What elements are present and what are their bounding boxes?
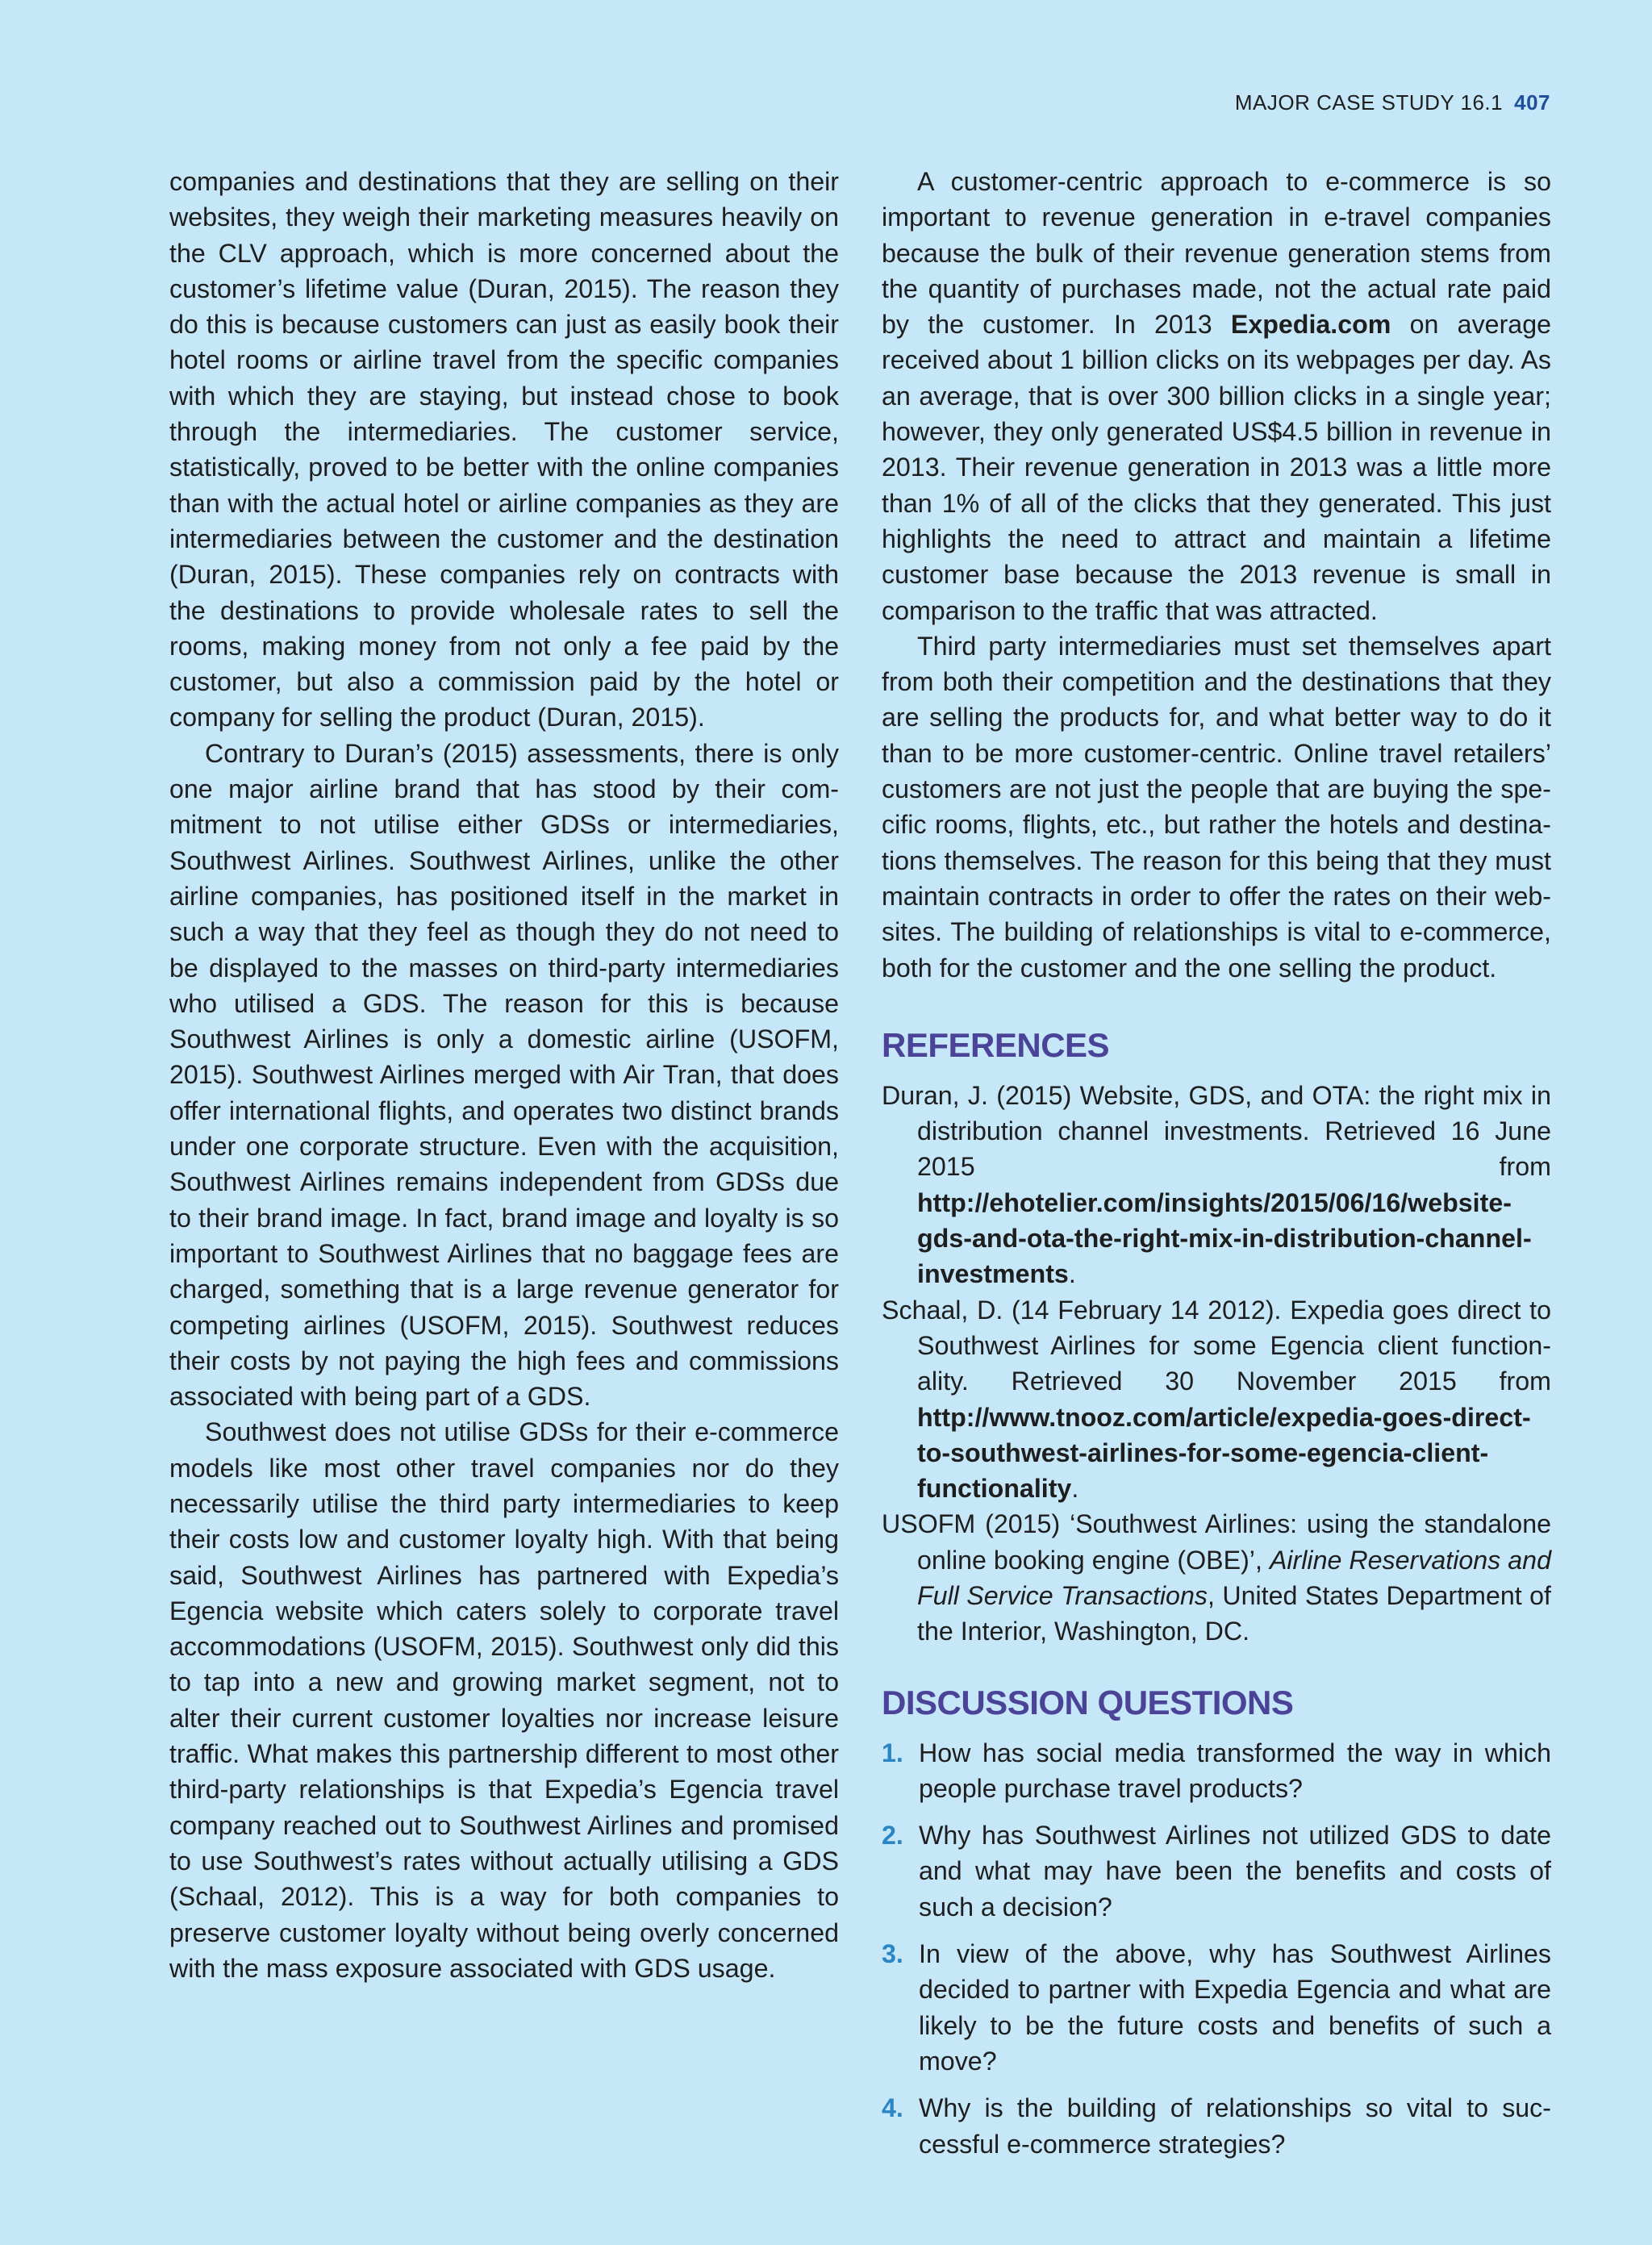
question-number: 1. — [882, 1738, 903, 1767]
question-item — [882, 2090, 1551, 2162]
question-item — [882, 1735, 1551, 1807]
question-item — [882, 1817, 1551, 1925]
body-paragraph: Southwest does not utilise GDSs for their e-commerce models like most other travel companies nor do they necessarily utilise the third party intermediaries to keep their costs low and customer loyalty high. With that being said, Southwest Airlines has partnered with Expedia’s Egencia website which caters solely to corporate travel accommodations (USOFM, 2015). Southwest only did this to tap into a new and growing market segment, not to alter their current customer loyalties nor increase leisure traffic. What makes this partnership different to most other third-party relationships is that Expedia’s Egencia travel company reached out to Southwest Airlines and promised to use Southwest’s rates without actually utilising a GDS (Schaal, 2012). This is a way for both companies to preserve customer loyalty without being overly concerned with the mass exposure associated with GDS usage. — [169, 1417, 839, 1983]
body-paragraph — [882, 164, 1551, 628]
right-column — [882, 164, 1551, 2173]
page-number: 407 — [1514, 90, 1550, 115]
body-paragraph: Contrary to Duran’s (2015) assessments, there is only one major airline brand that has stood by their commitment to not utilise either GDSs or intermediaries, Southwest Airlines. Southwest Airlines, unlike the other airline companies, has positioned itself in the market in such a way that they feel as though they do not need to be displayed to the masses on third-party intermediaries who utilised a GDS. The reason for this is because Southwest Airlines is only a domestic airline (USOFM, 2015). Southwest Airlines merged with Air Tran, that does offer international flights, and operates two distinct brands under one corporate structure. Even with the acquisition, Southwest Airlines remains independent from GDSs due to their brand image. In fact, brand image and loyalty is so important to Southwest Airlines that no baggage fees are charged, something that is a large revenue generator for competing airlines (USOFM, 2015). Southwest reduces their costs by not paying the high fees and commissions associated with being part of a GDS. — [169, 738, 839, 1412]
question-text: In view of the above, why has Southwest Airlines decided to partner with Expedia Egencia and what are likely to be the future costs and benefits of such a move? — [919, 1939, 1551, 2076]
reference-entry — [882, 1078, 1551, 1292]
discussion-heading: DISCUSSION QUESTIONS — [882, 1683, 1294, 1721]
body-paragraph: Third party intermediaries must set themselves apart from both their competition and the destinations that they are selling the products for, and what better way to do it than to be more customer-centric. Online travel retailers’ customers are not just the people that are buying the specific rooms, flights, etc., but rather the hotels and destinations themselves. The reason for this being that they must maintain contracts in order to offer the rates on their websites. The building of relationships is vital to e-commerce, both for the customer and the one selling the product. — [882, 631, 1551, 983]
reference-link[interactable]: http://www.tnooz.com/article/expedia-goes-direct-to-southwest-airlines-for-some-egencia-client-functionality — [917, 1402, 1531, 1504]
reference-text: . — [1071, 1474, 1079, 1504]
question-item — [882, 1936, 1551, 2079]
question-number: 2. — [882, 1821, 903, 1851]
reference-text: USOFM (2015) ‘Southwest Airlines: using the standalone online booking engine (OBE)’, — [882, 1509, 1551, 1575]
question-number: 4. — [882, 2093, 903, 2123]
question-number: 3. — [882, 1939, 903, 1969]
running-head — [1235, 90, 1550, 115]
reference-text: , United States Department of the Interior, Washington, DC. — [917, 1580, 1551, 1646]
discussion-list — [882, 1735, 1551, 2162]
reference-entry — [882, 1292, 1551, 1507]
reference-entry — [882, 1506, 1551, 1649]
body-paragraph: companies and destinations that they are selling on their websites, they weigh their marketing measures heavily on the CLV approach, which is more concerned about the customer’s lifetime value (Duran, 2015). The reason they do this is because customers can just as easily book their hotel rooms or airline travel from the specific companies with which they are staying, but instead chose to book through the intermediaries. The customer service, statistically, proved to be better with the online companies than with the actual hotel or airline companies as they are intermediaries between the customer and the destination (Duran, 2015). These companies rely on contracts with the destinations to provide wholesale rates to sell the rooms, making money from not only a fee paid by the customer, but also a commission paid by the hotel or company for selling the product (Duran, 2015). — [169, 167, 839, 732]
paragraph-text: A customer-centric approach to e-commerce is so important to revenue generation in e-travel companies because the bulk of their revenue generation stems from the quantity of purchases made, not the actual rate paid by the customer. In 2013 — [882, 167, 1551, 340]
expedia-name: Expedia.com — [1230, 310, 1391, 340]
reference-text: Schaal, D. (14 February 14 2012). Expedia goes direct to Southwest Airlines for some Egencia client functionality. Retrieved 30 November 2015 from — [882, 1295, 1551, 1396]
question-text: Why has Southwest Airlines not utilized GDS to date and what may have been the benefits and costs of such a decision? — [919, 1821, 1551, 1922]
left-column — [169, 164, 839, 1986]
reference-title: Airline Reservations and Full Service Transactions — [917, 1545, 1551, 1610]
references-heading: REFERENCES — [882, 1025, 1110, 1064]
question-text: How has social media transformed the way in which people purchase travel products? — [919, 1738, 1551, 1803]
paragraph-text: on average received about 1 billion clicks on its webpages per day. As an average, that is over 300 billion clicks in a single year; however, they only generated US$4.5 billion in revenue in 2013. Their revenue generation in 2013 was a little more than 1% of all of the clicks that they generated. This just highlights the need to attract and maintain a lifetime customer base because the 2013 revenue is small in comparison to the traffic that was attracted. — [882, 310, 1551, 625]
running-title: MAJOR CASE STUDY 16.1 — [1234, 90, 1504, 115]
reference-text: . — [1068, 1259, 1076, 1289]
reference-text: Duran, J. (2015) Website, GDS, and OTA: the right mix in distribution channel investments. Retrieved 16 June 2015 from — [882, 1080, 1551, 1182]
question-text: Why is the building of relationships so vital to successful e-commerce strategies? — [919, 2093, 1551, 2159]
reference-link[interactable]: http://ehotelier.com/insights/2015/06/16/website-gds-and-ota-the-right-mix-in-distribution-channel-investments — [917, 1187, 1532, 1289]
